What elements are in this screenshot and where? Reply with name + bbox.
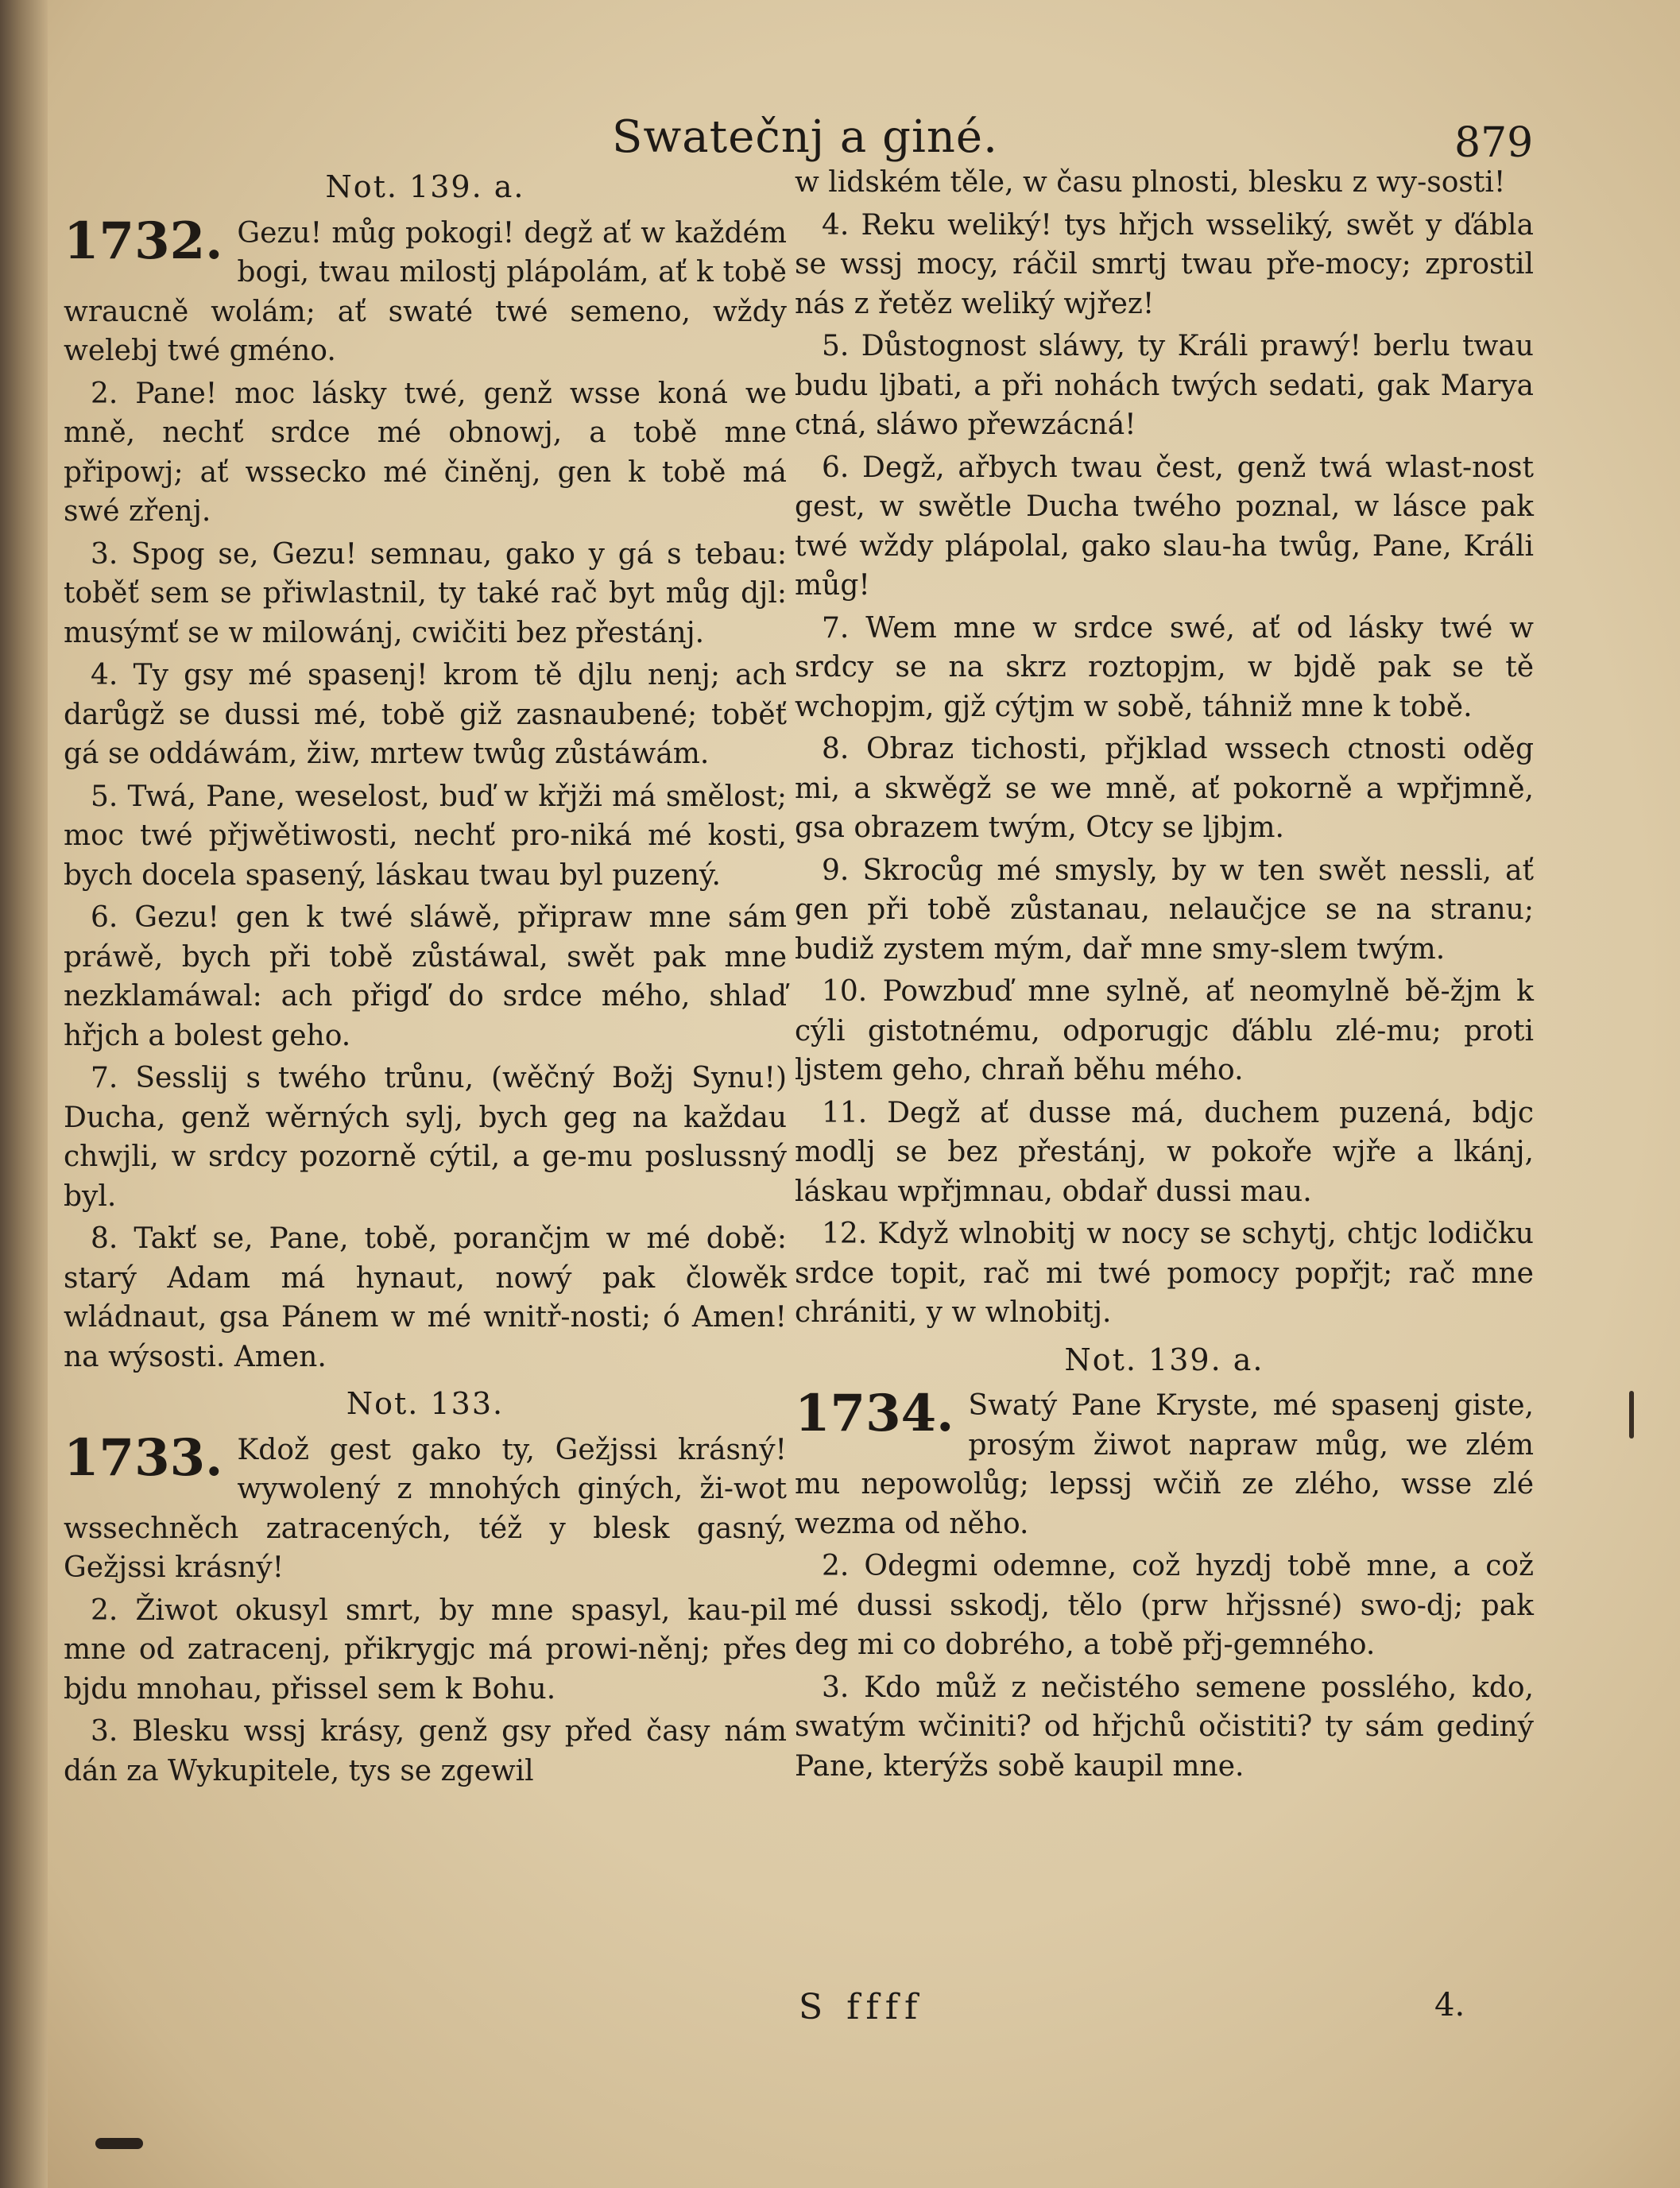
hymn-verse: 7. Wem mne w srdce swé, ať od lásky twé w srdcy se na skrz roztopjm, w bjdě pak se tě wchopjm, gjž cýtjm w sobě, táhniž mne k tobě. <box>795 611 1534 723</box>
melody-reference: Not. 139. a. <box>1064 1342 1264 1377</box>
hymn-verse: 3. Spog se, Gezu! semnau, gako y gá s tebau: toběť sem se přiwlastnil, ty také rač byt můg djl: musýmť se w milowánj, cwičiti bez přestánj. <box>64 537 787 649</box>
hymn-1732 <box>64 211 787 1377</box>
hymn-verse: 7. Sesslij s twého trůnu, (wěčný Božj Synu!) Ducha, genž wěrných sylj, bych geg na každau chwjli, w srdcy pozorně cýtil, a ge-mu poslussný byl. <box>64 1062 787 1213</box>
hymn-verse: 5. Důstognost sláwy, ty Králi prawý! berlu twau budu ljbati, a při nohách twých sedati, gak Marya ctná, sláwo přewzácná! <box>795 330 1534 441</box>
hymn-verse: 12. Když wlnobitj w nocy se schytj, chtjc lodičku srdce topit, rač mi twé pomocy popřjt; rač mne chrániti, y w wlnobitj. <box>795 1218 1534 1329</box>
signature-mark: S ffff <box>799 1987 924 2027</box>
hymn-verse: 2. Žiwot okusyl smrt, by mne spasyl, kau-pil mne od zatracenj, přikrygjc má prowi-něnj; přes bjdu mnohau, přissel sem k Bohu. <box>64 1594 787 1706</box>
hymn-verse: 6. Degž, ařbych twau čest, genž twá wlast-nost gest, w swětle Ducha twého poznal, w lásce pak twé wždy plápolal, gako slau-ha twůg, Pane, Králi můg! <box>795 451 1534 602</box>
hymn-1734 <box>795 1386 1534 1786</box>
hymn-verse: 10. Powzbuď mne sylně, ať neomylně bě-žjm k cýli gistotnému, odporugjc ďáblu zlé-mu; proti ljstem geho, chraň běhu mého. <box>795 975 1534 1086</box>
running-title: Swatečnj a giné. <box>612 111 998 163</box>
hymn-number: 1734. <box>795 1384 954 1443</box>
right-column <box>795 163 1534 1794</box>
left-column <box>64 163 787 1799</box>
hymn-verse: 2. Pane! moc lásky twé, genž wsse koná we mně, nechť srdce mé obnowj, a tobě mne připowj; ať wssecko mé činěnj, gen k tobě má swé zřenj. <box>64 377 787 528</box>
melody-reference: Not. 133. <box>346 1386 505 1421</box>
hymn-verse: 1732. Gezu! můg pokogi! degž ať w každém bogi, twau milostj plápolám, ať k tobě wraucně wolám; ať swaté twé semeno, wždy welebj twé gméno. <box>64 211 787 367</box>
hymn-verse: 1733. Kdož gest gako ty, Gežjssi krásný! wywolený z mnohých giných, ži-wot wssechněch zatracených, též y blesk gasný, Gežjssi krásný! <box>64 1427 787 1584</box>
page-binding <box>0 0 48 2188</box>
hymn-number: 1733. <box>64 1427 223 1488</box>
hymn-verse: 8. Obraz tichosti, přjklad wssech ctnosti oděg mi, a skwěgž se we mně, ať pokorně a wpřjmně, gsa obrazem twým, Otcy se ljbjm. <box>795 733 1534 844</box>
hymn-number: 1732. <box>64 211 223 271</box>
hymn-verse: w lidském těle, w času plnosti, blesku z wy-sosti! <box>795 166 1506 199</box>
page-number: 879 <box>1454 119 1534 167</box>
ink-spot <box>95 2138 143 2149</box>
hymn-verse: 4. Ty gsy mé spasenj! krom tě djlu nenj; ach darůgž se dussi mé, tobě giž zasnaubené; toběť gá se oddáwám, žiw, mrtew twůg zůstáwám. <box>64 659 787 770</box>
catchword: 4. <box>1434 1987 1465 2023</box>
hymn-verse: 4. Reku weliký! tys hřjch wsseliký, swět y ďábla se wssj mocy, ráčil smrtj twau pře-mocy; zprostil nás z řetěz weliký wjřez! <box>795 208 1534 320</box>
hymn-verse: 11. Degž ať dusse má, duchem puzená, bdjc modlj se bez přestánj, w pokoře wjře a lkánj, láskau wpřjmnau, obdař dussi mau. <box>795 1096 1534 1208</box>
hymn-verse: 1734. Swatý Pane Kryste, mé spasenj giste, prosým žiwot napraw můg, we zlém mu nepowolůg; lepssj wčiň ze zlého, wsse zlé wezma od něho. <box>795 1384 1534 1540</box>
hymn-1733 <box>64 1427 787 1791</box>
ink-spot <box>1629 1391 1634 1439</box>
melody-reference: Not. 139. a. <box>325 169 525 204</box>
hymn-verse: 6. Gezu! gen k twé sláwě, připraw mne sám práwě, bych při tobě zůstáwal, swět pak mne nezklamáwal: ach přigď do srdce mého, shlaď hřjch a bolest geho. <box>64 901 787 1052</box>
hymn-verse: 8. Takť se, Pane, tobě, porančjm w mé době: starý Adam má hynaut, nowý pak člowěk wládnaut, gsa Pánem w mé wnitř-nosti; ó Amen! na wýsosti. Amen. <box>64 1222 787 1373</box>
hymn-verse: 9. Skrocůg mé smysly, by w ten swět nessli, ať gen při tobě zůstanau, nelaučjce se na stranu; budiž zystem mým, dař mne smy-slem twým. <box>795 854 1534 966</box>
hymn-1733-continuation <box>795 163 1534 1333</box>
hymn-verse: 5. Twá, Pane, weselost, buď w křjži má smělost; moc twé přjwětiwosti, nechť pro-niká mé kosti, bych docela spasený, láskau twau byl puzený. <box>64 780 787 892</box>
hymn-verse: 2. Odegmi odemne, což hyzdj tobě mne, a což mé dussi sskodj, tělo (prw hřjssné) swo-dj; pak deg mi co dobrého, a tobě přj-gemného. <box>795 1550 1534 1661</box>
hymn-verse: 3. Kdo můž z nečistého semene posslého, kdo, swatým wčiniti? od hřjchů očistiti? ty sám gediný Pane, kterýžs sobě kaupil mne. <box>795 1671 1534 1783</box>
hymn-verse: 3. Blesku wssj krásy, genž gsy před časy nám dán za Wykupitele, tys se zgewil <box>64 1715 787 1787</box>
